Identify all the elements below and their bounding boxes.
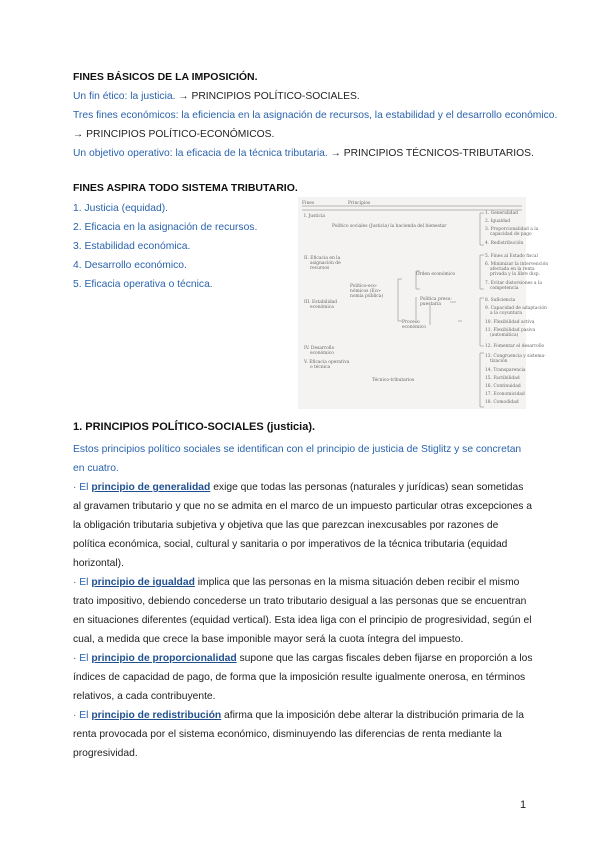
- line-principios-economicos: → PRINCIPIOS POLÍTICO-ECONÓMICOS.: [73, 129, 275, 140]
- svg-text:económico: económico: [310, 351, 334, 356]
- paragraph-proporcionalidad: · El principio de proporcionalidad supone que las cargas fiscales deben fijarse en proporción a los índices de capacidad de pago, de forma que la imposición resulte igualmente onerosa, en términos relativos, a cada contribuyente.: [73, 653, 533, 702]
- section-title: FINES ASPIRA TODO SISTEMA TRIBUTARIO.: [73, 182, 298, 194]
- svg-text:III. Estabilidad: III. Estabilidad: [304, 300, 338, 305]
- svg-text:puestaria: puestaria: [420, 302, 441, 307]
- svg-text:7. Evitar distorsiones a la: 7. Evitar distorsiones a la: [485, 281, 542, 286]
- svg-text:IV. Desarrollo: IV. Desarrollo: [304, 346, 335, 351]
- svg-text:nomía pública): nomía pública): [350, 294, 384, 299]
- svg-text:5. Fines al Estado fiscal: 5. Fines al Estado fiscal: [485, 254, 538, 259]
- section-body: [73, 440, 533, 763]
- section-title: FINES BÁSICOS DE LA IMPOSICIÓN.: [73, 71, 258, 83]
- list-item: 1. Justicia (equidad).: [73, 203, 169, 214]
- principio-proporcionalidad-link[interactable]: principio de proporcionalidad: [91, 653, 237, 664]
- svg-text:Político sociales (Justicia) l: Político sociales (Justicia) la hacienda del bienestar: [332, 224, 447, 229]
- svg-text:16. Continuidad: 16. Continuidad: [485, 384, 521, 389]
- svg-text:(automática): (automática): [490, 333, 519, 338]
- list-item: 5. Eficacia operativa o técnica.: [73, 279, 213, 290]
- svg-text:V. Eficacia operativa: V. Eficacia operativa: [304, 360, 350, 365]
- svg-text:afectada en la renta: afectada en la renta: [490, 267, 535, 272]
- principio-generalidad-link[interactable]: principio de generalidad: [91, 482, 211, 493]
- svg-text:8. Suficiencia: 8. Suficiencia: [485, 298, 516, 303]
- paragraph-redistribucion: · El principio de redistribución afirma que la imposición debe alterar la distribución primaria de la renta provocada por el sistema económico, disminuyendo las diferencias de renta mediante la progresividad.: [73, 710, 524, 759]
- svg-text:o técnica: o técnica: [310, 365, 331, 370]
- svg-text:asignación de: asignación de: [310, 261, 341, 266]
- section-title: 1. PRINCIPIOS POLÍTICO-SOCIALES (justicia).: [73, 421, 316, 433]
- paragraph-generalidad: · El principio de generalidad exige que todas las personas (naturales y jurídicas) sean sometidas al gravamen tributario y que no se admita en el marco de un impuesto particular otras excepciones a la obligación tributaria subjetiva y objetiva que las que parezcan inexcusables por razones de política económica, social, cultural y sanitaria o por imperativos de la técnica tributaria (equidad horizontal).: [73, 482, 533, 569]
- svg-text:12. Fomentar el desarrollo: 12. Fomentar el desarrollo: [485, 344, 545, 349]
- svg-text:económica: económica: [310, 305, 334, 310]
- section-principios-politico-sociales: [73, 420, 315, 435]
- list-item: 2. Eficacia en la asignación de recursos.: [73, 222, 258, 233]
- svg-text:6. Minimizar la intervención: 6. Minimizar la intervención: [485, 262, 549, 267]
- svg-text:15. Factibilidad: 15. Factibilidad: [485, 376, 520, 381]
- svg-text:14. Transparencia: 14. Transparencia: [485, 368, 526, 373]
- svg-text:privada y la libre disp.: privada y la libre disp.: [490, 272, 540, 277]
- svg-text:Principios: Principios: [348, 201, 371, 206]
- svg-text:nómicos (Eco-: nómicos (Eco-: [350, 289, 382, 294]
- principio-igualdad-link[interactable]: principio de igualdad: [91, 577, 195, 588]
- svg-text:Fines: Fines: [302, 201, 315, 206]
- svg-text:recursos: recursos: [310, 266, 330, 271]
- principio-redistribucion-link[interactable]: principio de redistribución: [91, 710, 222, 721]
- line-objetivo-operativo: Un objetivo operativo: la eficacia de la técnica tributaria. → PRINCIPIOS TÉCNICOS-TRIBUTARIOS.: [73, 148, 534, 159]
- svg-text:17. Economicidad: 17. Economicidad: [485, 392, 525, 397]
- list-item: 4. Desarrollo económico.: [73, 260, 187, 271]
- section-fines-sistema: [73, 181, 298, 292]
- svg-text:capacidad de pago: capacidad de pago: [490, 232, 532, 237]
- svg-text:13. Congruencia y sistema-: 13. Congruencia y sistema-: [485, 354, 546, 359]
- svg-text:9. Capacidad de adaptación: 9. Capacidad de adaptación: [485, 306, 547, 311]
- line-fin-etico: Un fin ético: la justicia. → PRINCIPIOS POLÍTICO-SOCIALES.: [73, 91, 360, 102]
- section-fines-basicos: [73, 70, 557, 161]
- svg-text:competencia: competencia: [490, 286, 519, 291]
- svg-text:Política presu-: Política presu-: [420, 297, 452, 302]
- svg-text:10. Flexibilidad activa: 10. Flexibilidad activa: [485, 320, 535, 325]
- line-fines-economicos: Tres fines económicos: la eficiencia en la asignación de recursos, la estabilidad y el desarrollo económico.: [73, 110, 558, 121]
- svg-text:tización: tización: [490, 359, 508, 364]
- svg-text:a la coyuntura: a la coyuntura: [490, 311, 522, 316]
- svg-text:3. Proporcionalidad a la: 3. Proporcionalidad a la: [485, 227, 539, 232]
- svg-text:II. Eficacia en la: II. Eficacia en la: [304, 256, 341, 261]
- svg-text:1. Generalidad: 1. Generalidad: [485, 211, 518, 216]
- svg-text:económico: económico: [402, 325, 426, 330]
- svg-text:Político-eco-: Político-eco-: [350, 284, 378, 289]
- intro-paragraph: Estos principios político sociales se identifican con el principio de justicia de Stiglitz y se concretan en cuatro.: [73, 444, 522, 474]
- svg-text:Proceso: Proceso: [402, 320, 420, 325]
- principles-table-image: [298, 197, 549, 409]
- svg-text:Orden económico: Orden económico: [416, 272, 456, 277]
- svg-text:18. Comodidad: 18. Comodidad: [485, 400, 519, 405]
- svg-text:Técnico-tributarios: Técnico-tributarios: [372, 378, 415, 383]
- svg-text:I. Justicia: I. Justicia: [304, 214, 326, 219]
- svg-text:2. Igualdad: 2. Igualdad: [485, 219, 511, 224]
- svg-text:4. Redistribución: 4. Redistribución: [485, 241, 524, 246]
- list-item: 3. Estabilidad económica.: [73, 241, 191, 252]
- paragraph-igualdad: · El principio de igualdad implica que las personas en la misma situación deben recibir el mismo trato impositivo, debiendo concederse un trato tributario desigual a las personas que se encuentran en situaciones diferentes (equidad vertical). Esta idea liga con el principio de progresividad, según el cual, a medida que crece la base imponible mayor será la cuota íntegra del impuesto.: [73, 577, 532, 645]
- svg-text:11. Flexibilidad pasiva: 11. Flexibilidad pasiva: [485, 328, 536, 333]
- page-number: 1: [520, 799, 527, 811]
